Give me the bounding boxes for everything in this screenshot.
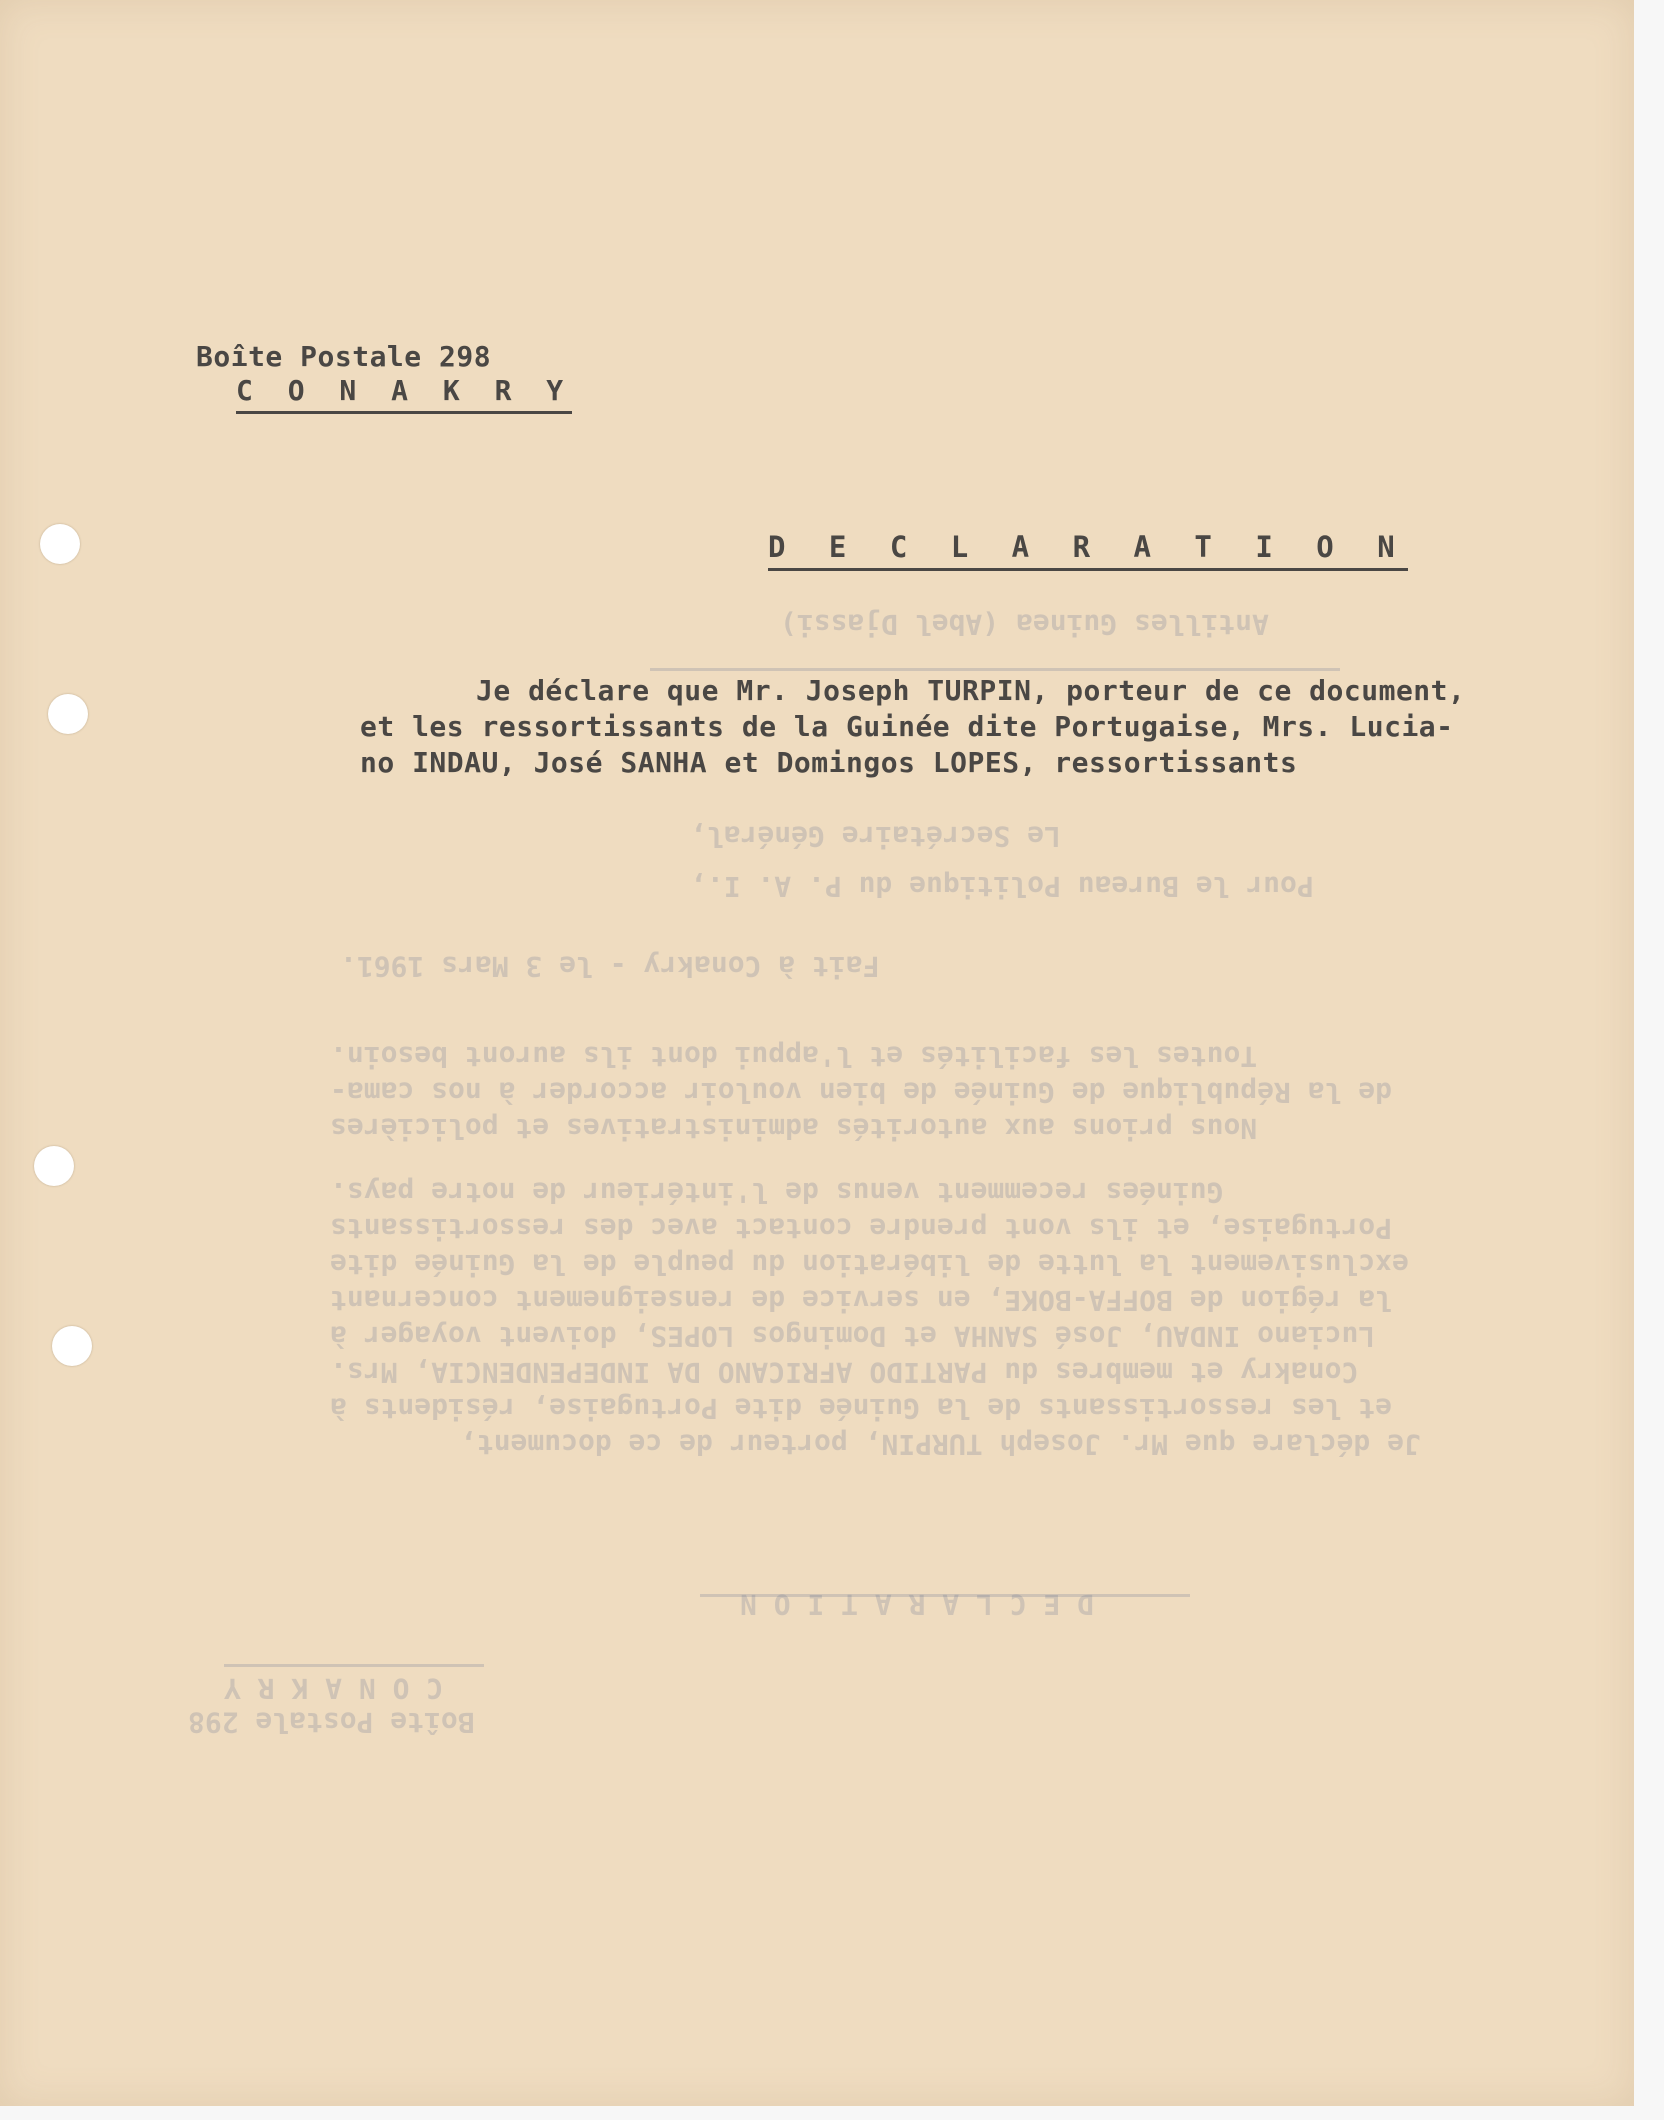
show-through-rule <box>700 1594 1190 1597</box>
show-through-text: Portugaise, et ils vont prendre contact avec des ressortissants <box>330 1212 1393 1245</box>
city-name: C O N A K R Y <box>236 374 572 414</box>
show-through-text: Fait à Conakry - le 3 Mars 1961. <box>340 950 880 983</box>
postal-box: Boîte Postale 298 <box>196 340 492 373</box>
show-through-text: exclusivement la lutte de libération du peuple de la Guinée dite <box>330 1248 1409 1281</box>
show-through-text: Toutes les facilités et l'appui dont ils auront besoin. <box>330 1040 1258 1073</box>
punch-hole <box>52 1326 92 1366</box>
show-through-text: la région de BOFFA-BOKE, en service de renseignement concernant <box>330 1284 1393 1317</box>
punch-hole <box>48 694 88 734</box>
show-through-text: Luciano INDAU, José SANHA et Domingos LOPES, doivent voyager à <box>330 1320 1376 1353</box>
body-line: no INDAU, José SANHA et Domingos LOPES, ressortissants <box>360 746 1298 779</box>
show-through-text: Nous prions aux autorités administratives et policières <box>330 1112 1258 1145</box>
show-through-rule <box>224 1664 484 1667</box>
show-through-text: C O N A K R Y <box>224 1672 444 1705</box>
show-through-text: et les ressortissants de la Guinée dite Portugaise, résidents à <box>330 1392 1393 1425</box>
show-through-text: D E C L A R A T I O N <box>740 1588 1095 1621</box>
show-through-text: Pour le Bureau Politique du P. A. I., <box>690 870 1314 903</box>
scan-margin-right <box>1634 0 1664 2120</box>
punch-hole <box>34 1146 74 1186</box>
show-through-rule <box>650 668 1340 671</box>
show-through-text: Antilles Guinea (Abel Djassi) <box>780 608 1269 641</box>
show-through-text: Conakry et membres du PARTIDO AFRICANO DA INDEPENDENCIA, Mrs. <box>330 1356 1359 1389</box>
show-through-text: Je déclare que Mr. Joseph TURPIN, porteur de ce document, <box>460 1428 1421 1461</box>
show-through-text: Boîte Postale 298 <box>188 1706 475 1739</box>
body-line: et les ressortissants de la Guinée dite Portugaise, Mrs. Lucia- <box>360 710 1454 743</box>
body-line: Je déclare que Mr. Joseph TURPIN, porteur de ce document, <box>476 674 1466 707</box>
show-through-text: Le Secrétaire Général, <box>690 820 1061 853</box>
document-title: D E C L A R A T I O N <box>768 530 1408 571</box>
show-through-text: de la République de Guinée de bien vouloir accorder à nos cama- <box>330 1076 1393 1109</box>
punch-hole <box>40 524 80 564</box>
show-through-text: Guinées recemment venus de l'intérieur de notre pays. <box>330 1176 1224 1209</box>
scan-margin-bottom <box>0 2106 1664 2120</box>
